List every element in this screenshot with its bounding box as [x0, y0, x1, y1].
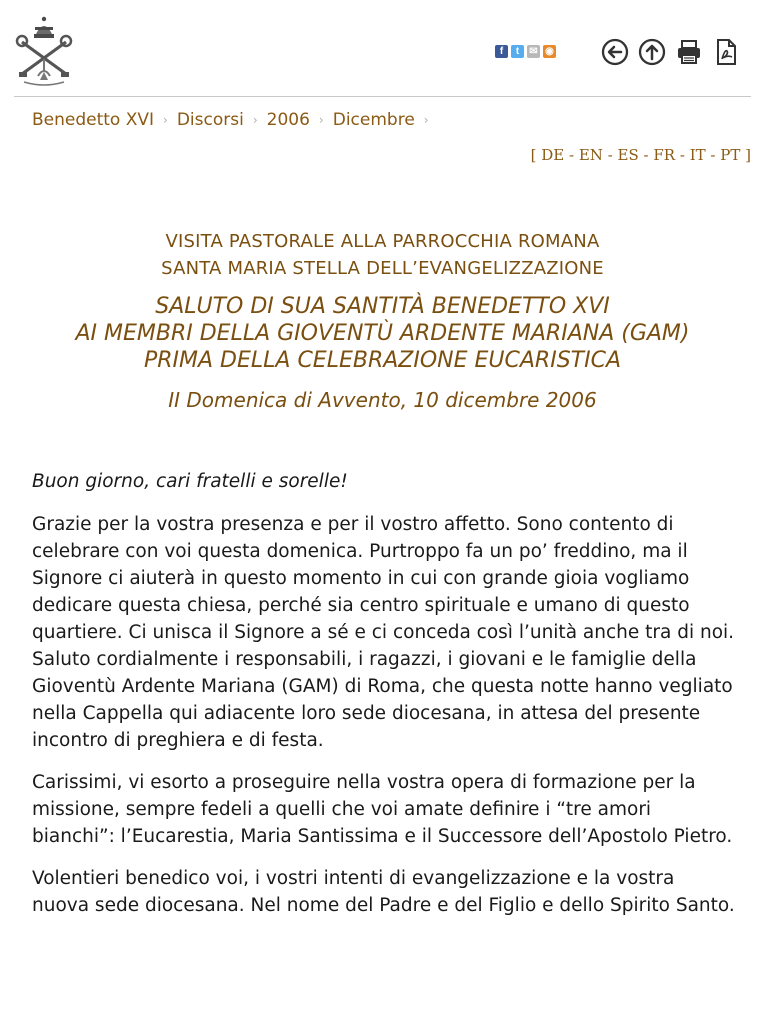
back-arrow-icon[interactable] [601, 38, 629, 66]
speech-body [32, 468, 737, 934]
print-icon[interactable] [675, 38, 703, 66]
main-title-line-1: SALUTO DI SUA SANTITÀ BENEDETTO XVI [155, 294, 610, 319]
greeting: Buon giorno, cari fratelli e sorelle! [32, 471, 348, 492]
language-de[interactable]: DE [541, 146, 565, 164]
language-fr[interactable]: FR [653, 146, 676, 164]
page-tools [601, 38, 740, 66]
subtitle-line-1: VISITA PASTORALE ALLA PARROCCHIA ROMANA [165, 231, 600, 252]
breadcrumb-separator-icon: › [163, 113, 168, 127]
document-title [0, 228, 765, 412]
language-es[interactable]: ES [617, 146, 639, 164]
paragraph-1: Grazie per la vostra presenza e per il vostro affetto. Sono contento di celebrare con voi questa domenica. Purtroppo fa un po’ freddino, ma il Signore ci aiuterà in questo momento in cui con grande gioia vogliamo dedicare questa chiesa, perché sia centro spirituale e umano di questo quartiere. Ci unisca il Signore a sé e ci conceda così l’unità anche tra di noi. Saluto cordialmente i responsabili, i ragazzi, i giovani e le famiglie della Gioventù Ardente Mariana (GAM) di Roma, che questa notte hanno vegliato nella Cappella qui adiacente loro sede diocesana, in attesa del presente incontro di preghiera e di festa. [32, 514, 735, 751]
paragraph-3: Volentieri benedico voi, i vostri intenti di evangelizzazione e la vostra nuova sede diocesana. Nel nome del Padre e del Figlio e dello Spirito Santo. [32, 868, 735, 916]
twitter-icon[interactable]: t [511, 45, 524, 58]
header-divider [14, 96, 751, 97]
breadcrumb-2006[interactable]: 2006 [266, 110, 310, 130]
language-en[interactable]: EN [578, 146, 603, 164]
main-title [0, 293, 765, 374]
language-selector: [ DE - EN - ES - FR - IT - PT ] [530, 146, 751, 164]
breadcrumb-separator-icon: › [318, 113, 324, 127]
pdf-icon[interactable] [712, 38, 740, 66]
page-header [0, 0, 765, 97]
main-title-line-3: PRIMA DELLA CELEBRAZIONE EUCARISTICA [143, 348, 622, 373]
up-arrow-icon[interactable] [638, 38, 666, 66]
rss-icon[interactable]: ◉ [543, 45, 556, 58]
subtitle-line-2: SANTA MARIA STELLA DELL’EVANGELIZZAZIONE [161, 258, 604, 279]
papal-coat-of-arms-logo[interactable] [14, 14, 74, 88]
breadcrumb-benedetto-xvi[interactable]: Benedetto XVI [32, 110, 155, 130]
language-pt[interactable]: PT [720, 146, 741, 164]
facebook-icon[interactable]: f [495, 45, 508, 58]
main-title-line-2: AI MEMBRI DELLA GIOVENTÙ ARDENTE MARIANA (GAM) [75, 321, 690, 346]
social-share-icons [495, 45, 556, 58]
breadcrumb-separator-icon: › [252, 113, 258, 127]
breadcrumb-dicembre[interactable]: Dicembre [332, 110, 415, 130]
breadcrumb-discorsi[interactable]: Discorsi [176, 110, 244, 130]
paragraph-2: Carissimi, vi esorto a proseguire nella vostra opera di formazione per la missione, sempre fedeli a quelli che voi amate definire i “tre amori bianchi”: l’Eucarestia, Maria Santissima e il Successore dell’Apostolo Pietro. [32, 772, 733, 847]
language-it[interactable]: IT [689, 146, 706, 164]
breadcrumb-separator-icon: › [423, 113, 429, 127]
language-bracket-open: [ [530, 146, 537, 164]
breadcrumb [32, 110, 438, 130]
document-date: II Domenica di Avvento, 10 dicembre 2006 [168, 388, 597, 412]
email-icon[interactable]: ✉ [527, 45, 540, 58]
language-bracket-close: ] [745, 146, 751, 164]
